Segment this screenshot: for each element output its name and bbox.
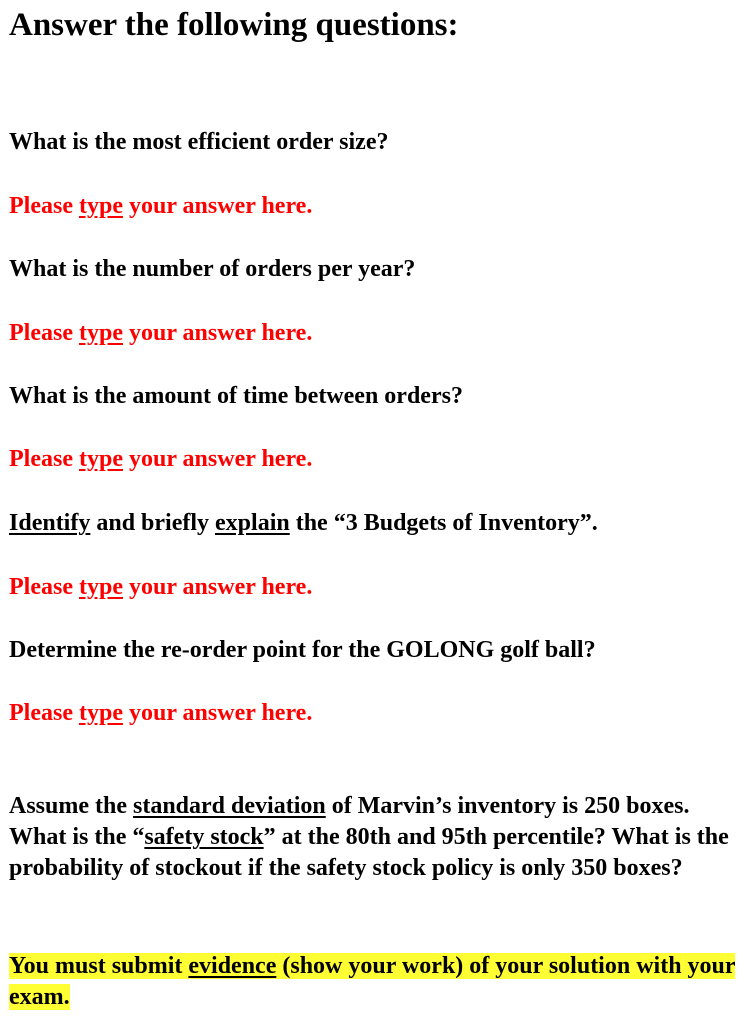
answer-prefix: Please	[9, 193, 79, 219]
q4-text-1: and briefly	[90, 510, 216, 536]
q6-text-2: of Marvin’s inventory is 250 boxes. What is the “	[9, 793, 690, 850]
question-safety-stock	[9, 791, 744, 884]
answer-placeholder-2[interactable]	[9, 319, 312, 347]
answer-suffix: your answer here.	[122, 446, 313, 472]
answer-type-link: type	[78, 574, 123, 600]
answer-placeholder-1[interactable]	[9, 192, 312, 220]
answer-type-link: type	[78, 193, 123, 219]
highlighted-note	[9, 953, 735, 1010]
q6-text-1: Assume the	[9, 793, 133, 819]
question-orders-per-year: What is the number of orders per year?	[9, 256, 416, 282]
evidence-term: evidence	[188, 953, 277, 979]
page-title: Answer the following questions:	[9, 7, 459, 43]
answer-type-link: type	[78, 700, 123, 726]
q6-text-3: ” at the 80th and 95th percentile? What is the probability of stockout if the safety stock policy is only 350 boxes?	[9, 824, 729, 881]
answer-suffix: your answer here.	[122, 574, 313, 600]
answer-placeholder-4[interactable]	[9, 573, 312, 601]
answer-type-link: type	[78, 320, 123, 346]
answer-prefix: Please	[9, 700, 79, 726]
q4-text-2: the “3 Budgets of Inventory”.	[289, 510, 598, 536]
question-reorder-point: Determine the re-order point for the GOLONG golf ball?	[9, 637, 596, 663]
answer-suffix: your answer here.	[122, 193, 313, 219]
safety-stock-term: safety stock	[144, 824, 264, 850]
standard-deviation-term: standard deviation	[133, 793, 326, 819]
evidence-note	[9, 951, 744, 1013]
question-budgets-of-inventory	[9, 509, 598, 537]
answer-suffix: your answer here.	[122, 320, 313, 346]
answer-type-link: type	[78, 446, 123, 472]
note-text-1: You must submit	[9, 953, 189, 979]
answer-placeholder-3[interactable]	[9, 445, 312, 473]
identify-word: Identify	[9, 510, 91, 536]
question-time-between-orders: What is the amount of time between orders?	[9, 383, 463, 409]
answer-suffix: your answer here.	[122, 700, 313, 726]
answer-prefix: Please	[9, 446, 79, 472]
answer-prefix: Please	[9, 574, 79, 600]
explain-word: explain	[215, 510, 290, 536]
note-text-2: (show your work) of your solution with your exam.	[9, 953, 736, 1010]
question-order-size: What is the most efficient order size?	[9, 129, 389, 155]
answer-placeholder-5[interactable]	[9, 699, 312, 727]
answer-prefix: Please	[9, 320, 79, 346]
